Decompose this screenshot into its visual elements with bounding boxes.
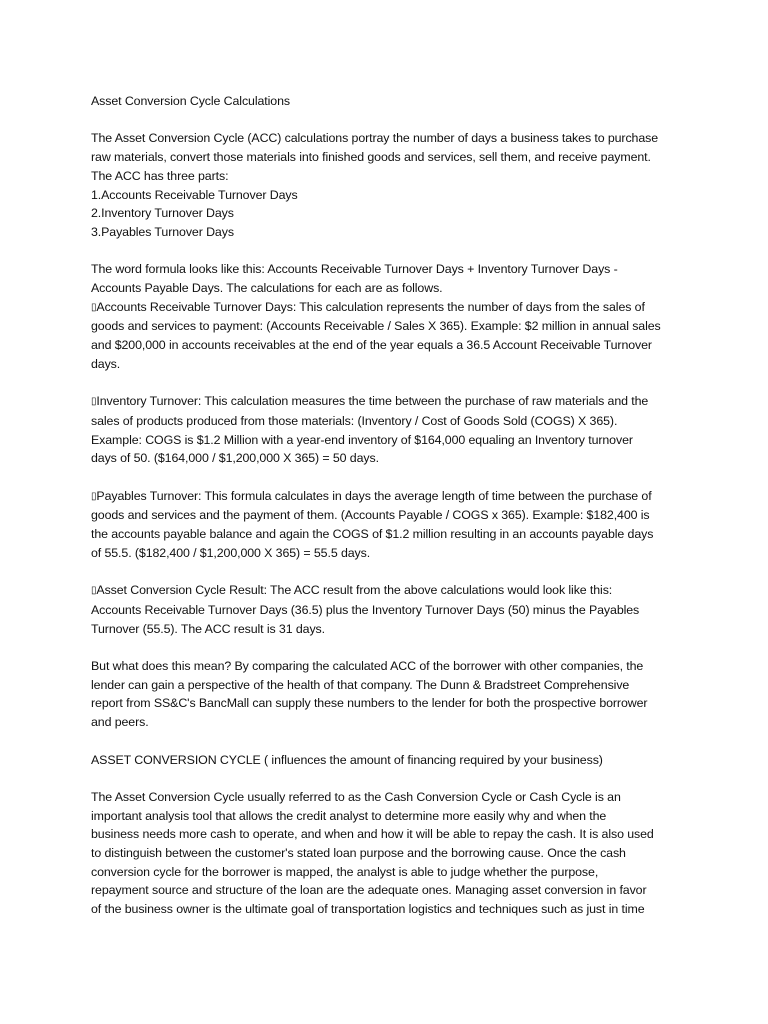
payables-line: of 55.5. ($182,400 / $1,200,000 X 365) = 55.5 days. — [91, 545, 371, 560]
intro-paragraph — [91, 129, 683, 241]
paragraph-gap — [91, 468, 683, 487]
formula-paragraph — [91, 260, 683, 373]
ar-line: and $200,000 in accounts receivables at the end of the year equals a 36.5 Account Receivable Turnover — [91, 338, 652, 353]
parts-list-item: 3.Payables Turnover Days — [91, 224, 234, 239]
meaning-line: and peers. — [91, 715, 149, 730]
document-page — [91, 92, 683, 919]
section-heading-text: ASSET CONVERSION CYCLE ( influences the amount of financing required by your business) — [91, 752, 603, 767]
paragraph-gap — [91, 732, 683, 751]
bullet-box-icon: ▯ — [91, 490, 97, 502]
inventory-line: Example: COGS is $1.2 Million with a year-end inventory of $164,000 equaling an Inventory turnover — [91, 432, 633, 447]
paragraph-gap — [91, 769, 683, 788]
paragraph-gap — [91, 374, 683, 393]
paragraph-gap — [91, 563, 683, 582]
ar-line — [91, 298, 683, 318]
closing-line: important analysis tool that allows the credit analyst to determine more easily why and when the — [91, 808, 607, 823]
intro-line: raw materials, convert those materials into finished goods and services, sell them, and receive payment. — [91, 150, 651, 165]
bullet-box-icon: ▯ — [91, 301, 97, 313]
parts-list-item: 2.Inventory Turnover Days — [91, 206, 234, 221]
payables-line: the accounts payable balance and again the COGS of $1.2 million resulting in an accounts payable days — [91, 527, 654, 542]
meaning-paragraph — [91, 657, 683, 732]
result-paragraph — [91, 581, 683, 638]
closing-line: conversion cycle for the borrower is mapped, the analyst is able to judge whether the purpose, — [91, 864, 599, 879]
inventory-line — [91, 392, 683, 412]
result-line — [91, 581, 683, 601]
payables-line: goods and services and the payment of them. (Accounts Payable / COGS x 365). Example: $182,400 is — [91, 508, 650, 523]
intro-line: The ACC has three parts: — [91, 168, 229, 183]
formula-line: The word formula looks like this: Accounts Receivable Turnover Days + Inventory Turnover Days - — [91, 262, 618, 277]
closing-paragraph — [91, 788, 683, 919]
payables-paragraph — [91, 487, 683, 563]
meaning-line: lender can gain a perspective of the health of that company. The Dunn & Bradstreet Comprehensive — [91, 677, 630, 692]
ar-line-text: Accounts Receivable Turnover Days: This calculation represents the number of days from the sales of — [96, 299, 645, 314]
payables-line-text: Payables Turnover: This formula calculates in days the average length of time between the purchase of — [96, 488, 652, 503]
meaning-line: But what does this mean? By comparing the calculated ACC of the borrower with other companies, the — [91, 659, 644, 673]
meaning-line: report from SS&C's BancMall can supply these numbers to the lender for both the prospective borrower — [91, 696, 648, 711]
bullet-box-icon: ▯ — [91, 585, 97, 597]
closing-line: business needs more cash to operate, and when and how it will be able to repay the cash. It is also used — [91, 827, 654, 842]
inventory-paragraph — [91, 392, 683, 468]
closing-line: The Asset Conversion Cycle usually referred to as the Cash Conversion Cycle or Cash Cycle is an — [91, 789, 621, 804]
ar-line: days. — [91, 356, 121, 371]
closing-line: of the business owner is the ultimate goal of transportation logistics and techniques such as just in time — [91, 902, 645, 917]
bullet-box-icon: ▯ — [91, 396, 97, 408]
inventory-line-text: Inventory Turnover: This calculation measures the time between the purchase of raw materials and the — [96, 394, 649, 409]
inventory-line: sales of products produced from those materials: (Inventory / Cost of Goods Sold (COGS) X 365). — [91, 413, 618, 428]
paragraph-gap — [91, 638, 683, 657]
title-line: Asset Conversion Cycle Calculations — [91, 94, 290, 108]
intro-line: The Asset Conversion Cycle (ACC) calculations portray the number of days a business takes to purchase — [91, 131, 659, 146]
payables-line — [91, 487, 683, 507]
closing-line: to distinguish between the customer's stated loan purpose and the borrowing cause. Once the cash — [91, 846, 626, 860]
result-line: Turnover (55.5). The ACC result is 31 days. — [91, 621, 325, 636]
parts-list-item: 1.Accounts Receivable Turnover Days — [91, 187, 298, 202]
result-line: Accounts Receivable Turnover Days (36.5) plus the Inventory Turnover Days (50) minus the Payables — [91, 602, 640, 617]
ar-line: goods and services to payment: (Accounts Receivable / Sales X 365). Example: $2 million in annual sales — [91, 319, 661, 334]
result-line-text: Asset Conversion Cycle Result: The ACC result from the above calculations would look like this: — [96, 583, 613, 598]
document-title — [91, 92, 683, 111]
formula-line: Accounts Payable Days. The calculations for each are as follows. — [91, 281, 443, 295]
inventory-line: days of 50. ($164,000 / $1,200,000 X 365) = 50 days. — [91, 451, 379, 466]
section-heading — [91, 751, 683, 770]
paragraph-gap — [91, 111, 683, 130]
closing-line: repayment source and structure of the loan are the adequate ones. Managing asset conversion in favor — [91, 883, 647, 898]
paragraph-gap — [91, 242, 683, 261]
